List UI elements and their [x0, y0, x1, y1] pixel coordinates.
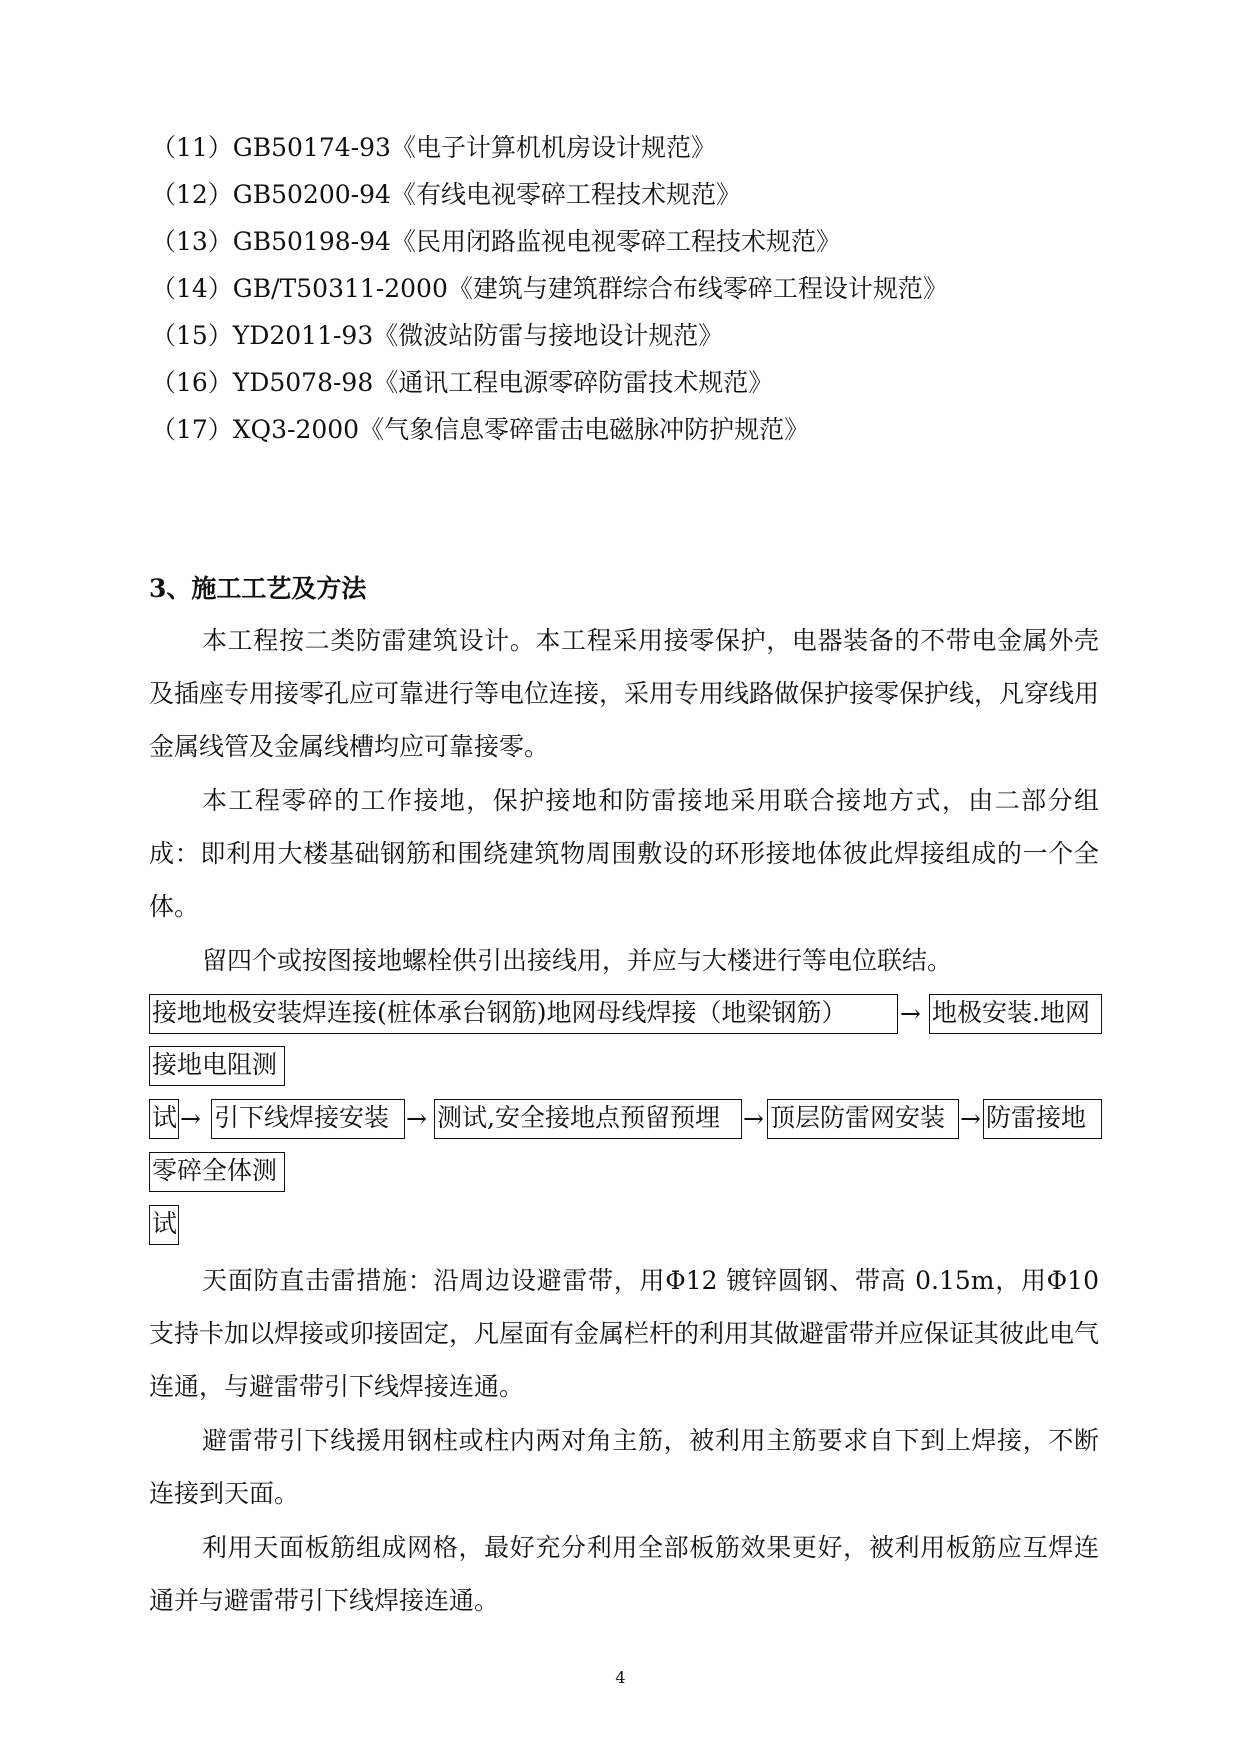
- reference-item-15: （15）YD2011-93《微波站防雷与接地设计规范》: [151, 321, 724, 350]
- reference-item-13: （13）GB50198-94《民用闭路监视电视零碎工程技术规范》: [151, 227, 841, 256]
- flow-step-ground-net: 地极安装.地网: [929, 994, 1102, 1034]
- flow-step-lightning-ground: 防雷接地: [983, 1099, 1102, 1139]
- flow-step-downlead-weld: 引下线焊接安装: [211, 1099, 405, 1139]
- paragraph-downlead: 避雷带引下线援用钢柱或柱内两对角主筋，被利用主筋要求自下到上焊接，不断连接到天面。: [149, 1426, 1099, 1508]
- flow-step-test-suffix: 试: [149, 1099, 179, 1139]
- reference-item-12: （12）GB50200-94《有线电视零碎工程技术规范》: [151, 180, 741, 209]
- paragraph-combined-grounding: 本工程零碎的工作接地，保护接地和防雷接地采用联合接地方式，由二部分组成：即利用大楼基础钢筋和围绕建筑物周围敷设的环形接地体彼此焊接组成的一个全体。: [149, 786, 1099, 921]
- flow-step-resistance-test: 接地电阻测: [149, 1046, 285, 1086]
- paragraph-grounding-design: 本工程按二类防雷建筑设计。本工程采用接零保护，电器装备的不带电金属外壳及插座专用接零孔应可靠进行等电位连接，采用专用线路做保护接零保护线，凡穿线用金属线管及金属线槽均应可靠接零。: [149, 626, 1100, 761]
- page-number: 4: [615, 1668, 626, 1687]
- flow-step-system-test: 零碎全体测: [149, 1152, 285, 1192]
- section-heading: 3、施工工艺及方法: [149, 574, 367, 603]
- flow-step-roof-network: 顶层防雷网安装: [767, 1099, 959, 1139]
- flow-arrow: →: [743, 1104, 764, 1133]
- reference-item-14: （14）GB/T50311-2000《建筑与建筑群综合布线零碎工程设计规范》: [151, 274, 948, 303]
- paragraph-roof-mesh: 利用天面板筋组成网格，最好充分利用全部板筋效果更好，被利用板筋应互焊连通并与避雷带引下线焊接连通。: [149, 1533, 1099, 1615]
- flow-step-system-test-suffix: 试: [149, 1205, 179, 1245]
- flow-arrow: →: [960, 1104, 981, 1133]
- paragraph-grounding-bolts: 留四个或按图接地螺栓供引出接线用，并应与大楼进行等电位联结。: [202, 946, 953, 975]
- reference-item-11: （11）GB50174-93《电子计算机机房设计规范》: [151, 133, 716, 162]
- flow-step-test-embed: 测试,安全接地点预留预埋: [434, 1099, 742, 1139]
- reference-item-17: （17）XQ3-2000《气象信息零碎雷击电磁脉冲防护规范》: [151, 415, 810, 444]
- flow-arrow: →: [406, 1104, 427, 1133]
- reference-item-16: （16）YD5078-98《通讯工程电源零碎防雷技术规范》: [151, 368, 774, 397]
- paragraph-roof-lightning-protection: 天面防直击雷措施：沿周边设避雷带，用Φ12 镀锌圆钢、带高 0.15m，用Φ10 支持卡加以焊接或卯接固定，凡屋面有金属栏杆的利用其做避雷带并应保证其彼此电气连通，与避雷带引下线焊接连通。: [149, 1266, 1100, 1401]
- flow-arrow: →: [180, 1104, 201, 1133]
- flow-step-grounding-install: 接地地极安装焊连接(桩体承台钢筋)地网母线焊接（地梁钢筋）: [149, 994, 898, 1034]
- flow-arrow: →: [900, 999, 921, 1028]
